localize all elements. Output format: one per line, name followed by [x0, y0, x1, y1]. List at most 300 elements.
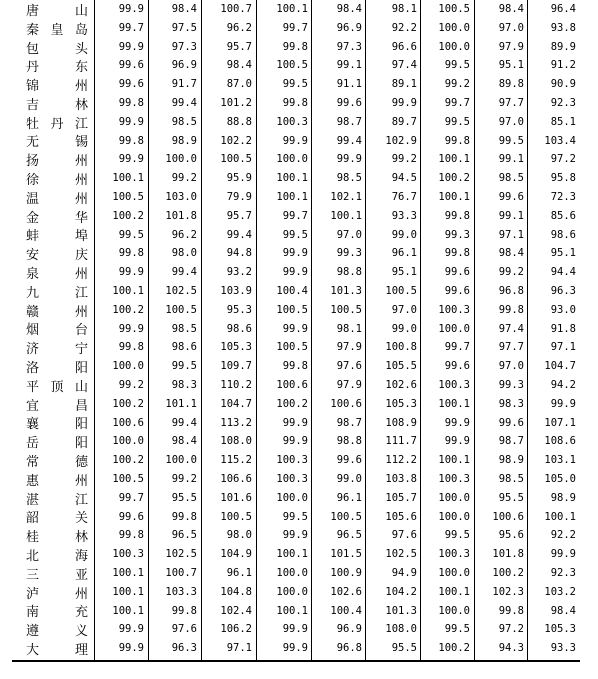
city-name: 襄 阳 [26, 417, 88, 433]
table-cell: 99.7 [282, 21, 308, 34]
table-row [12, 395, 580, 414]
table-cell: 101.3 [385, 604, 417, 617]
table-row [12, 338, 580, 357]
table-cell: 100.1 [438, 585, 470, 598]
table-cell: 100.3 [276, 472, 308, 485]
table-cell: 99.9 [118, 266, 144, 279]
table-cell: 99.8 [171, 510, 197, 523]
table-cell: 99.3 [336, 247, 362, 260]
table-cell: 99.6 [444, 266, 470, 279]
table-cell: 95.5 [171, 491, 197, 504]
table-row [12, 19, 580, 38]
table-cell: 96.9 [336, 623, 362, 636]
table-row [12, 414, 580, 433]
table-cell: 100.5 [220, 510, 252, 523]
table-row [12, 526, 580, 545]
city-name: 遵 义 [26, 624, 88, 640]
table-cell: 94.4 [550, 266, 576, 279]
table-cell: 85.1 [550, 115, 576, 128]
table-cell: 97.0 [498, 21, 524, 34]
table-cell: 99.6 [444, 284, 470, 297]
city-name: 宜 昌 [26, 398, 88, 414]
table-cell: 95.3 [226, 303, 252, 316]
table-cell: 96.9 [336, 21, 362, 34]
table-cell: 98.7 [336, 115, 362, 128]
city-name: 唐 山 [26, 3, 88, 19]
table-cell: 98.8 [336, 266, 362, 279]
column-divider [256, 0, 257, 660]
table-row [12, 451, 580, 470]
column-divider [420, 0, 421, 660]
table-cell: 98.1 [336, 322, 362, 335]
table-cell: 100.6 [276, 378, 308, 391]
table-cell: 100.0 [276, 585, 308, 598]
table-row [12, 320, 580, 339]
table-cell: 99.1 [498, 209, 524, 222]
table-cell: 91.2 [550, 59, 576, 72]
city-name: 韶 关 [26, 511, 88, 527]
column-divider [148, 0, 149, 660]
table-cell: 99.8 [118, 247, 144, 260]
table-row [12, 282, 580, 301]
table-row [12, 244, 580, 263]
table-cell: 105.3 [544, 623, 576, 636]
table-cell: 99.0 [391, 322, 417, 335]
table-cell: 96.5 [171, 529, 197, 542]
table-cell: 98.1 [391, 3, 417, 15]
table-cell: 99.8 [118, 134, 144, 147]
table-cell: 97.6 [336, 360, 362, 373]
table-cell: 96.3 [550, 284, 576, 297]
table-cell: 94.9 [391, 566, 417, 579]
table-cell: 94.8 [226, 247, 252, 260]
table-cell: 100.3 [276, 115, 308, 128]
table-cell: 93.8 [550, 21, 576, 34]
table-row [12, 56, 580, 75]
table-cell: 99.4 [171, 96, 197, 109]
table-cell: 100.2 [112, 454, 144, 467]
city-name: 南 充 [26, 605, 88, 621]
table-cell: 92.2 [550, 529, 576, 542]
table-cell: 96.4 [550, 3, 576, 15]
table-cell: 97.2 [550, 153, 576, 166]
table-cell: 98.9 [498, 454, 524, 467]
table-cell: 99.5 [444, 115, 470, 128]
table-cell: 100.1 [438, 190, 470, 203]
city-name: 徐 州 [26, 173, 88, 189]
table-cell: 102.5 [385, 548, 417, 561]
table-cell: 105.5 [385, 360, 417, 373]
table-cell: 103.8 [385, 472, 417, 485]
table-cell: 99.8 [444, 247, 470, 260]
table-row [12, 38, 580, 57]
table-cell: 100.1 [438, 454, 470, 467]
table-cell: 102.6 [385, 378, 417, 391]
table-row [12, 75, 580, 94]
table-cell: 101.5 [330, 548, 362, 561]
table-cell: 100.1 [112, 284, 144, 297]
table-cell: 99.4 [336, 134, 362, 147]
table-cell: 95.1 [550, 247, 576, 260]
table-cell: 99.9 [282, 642, 308, 655]
table-cell: 110.2 [220, 378, 252, 391]
table-cell: 99.8 [498, 604, 524, 617]
table-cell: 99.8 [282, 360, 308, 373]
table-cell: 99.4 [171, 416, 197, 429]
table-cell: 91.8 [550, 322, 576, 335]
table-cell: 96.1 [391, 247, 417, 260]
table-cell: 96.9 [171, 59, 197, 72]
city-name: 泸 州 [26, 586, 88, 602]
table-row [12, 169, 580, 188]
table-cell: 98.3 [171, 378, 197, 391]
city-name: 三 亚 [26, 567, 88, 583]
table-cell: 98.7 [498, 435, 524, 448]
table-cell: 100.5 [220, 153, 252, 166]
table-row [12, 94, 580, 113]
table-cell: 96.1 [226, 566, 252, 579]
city-name: 包 头 [26, 41, 88, 57]
table-cell: 104.7 [544, 360, 576, 373]
table-cell: 85.6 [550, 209, 576, 222]
table-cell: 103.1 [544, 454, 576, 467]
table-cell: 100.2 [276, 397, 308, 410]
table-cell: 94.5 [391, 172, 417, 185]
table-cell: 99.7 [282, 209, 308, 222]
table-cell: 99.6 [118, 59, 144, 72]
table-cell: 96.6 [391, 40, 417, 53]
table-cell: 99.9 [118, 153, 144, 166]
table-cell: 99.1 [498, 153, 524, 166]
table-cell: 100.0 [438, 21, 470, 34]
table-cell: 108.9 [385, 416, 417, 429]
table-cell: 103.2 [544, 585, 576, 598]
table-cell: 98.4 [171, 3, 197, 15]
table-cell: 99.8 [444, 209, 470, 222]
table-cell: 100.0 [438, 510, 470, 523]
table-cell: 99.7 [118, 491, 144, 504]
table-cell: 93.3 [391, 209, 417, 222]
table-cell: 99.9 [282, 529, 308, 542]
table-cell: 100.6 [330, 397, 362, 410]
table-cell: 100.5 [276, 59, 308, 72]
table-cell: 97.1 [498, 228, 524, 241]
table-cell: 113.2 [220, 416, 252, 429]
table-cell: 95.7 [226, 40, 252, 53]
table-cell: 102.5 [165, 548, 197, 561]
table-cell: 99.1 [336, 59, 362, 72]
table-cell: 98.4 [171, 435, 197, 448]
table-cell: 99.5 [444, 623, 470, 636]
table-cell: 97.1 [550, 341, 576, 354]
table-row [12, 432, 580, 451]
table-row [12, 357, 580, 376]
column-divider [94, 0, 95, 660]
table-cell: 103.4 [544, 134, 576, 147]
table-cell: 102.6 [330, 585, 362, 598]
table-cell: 99.3 [444, 228, 470, 241]
city-name: 金 华 [26, 210, 88, 226]
table-cell: 100.0 [165, 454, 197, 467]
table-cell: 99.5 [171, 360, 197, 373]
city-name: 无 锡 [26, 135, 88, 151]
table-cell: 100.3 [438, 303, 470, 316]
table-cell: 105.0 [544, 472, 576, 485]
table-cell: 99.6 [336, 96, 362, 109]
table-row [12, 0, 580, 19]
table-cell: 101.3 [330, 284, 362, 297]
table-cell: 94.2 [550, 378, 576, 391]
table-cell: 99.6 [498, 190, 524, 203]
city-name: 秦 皇 岛 [26, 22, 88, 38]
table-cell: 89.1 [391, 78, 417, 91]
table-cell: 97.9 [336, 378, 362, 391]
table-cell: 101.8 [492, 548, 524, 561]
table-cell: 99.2 [444, 78, 470, 91]
column-divider [201, 0, 202, 660]
table-cell: 96.8 [336, 642, 362, 655]
table-cell: 100.1 [112, 172, 144, 185]
table-cell: 100.1 [276, 604, 308, 617]
table-cell: 100.5 [165, 303, 197, 316]
table-cell: 99.9 [391, 96, 417, 109]
table-cell: 98.4 [498, 247, 524, 260]
table-cell: 105.6 [385, 510, 417, 523]
table-cell: 99.8 [282, 40, 308, 53]
table-cell: 100.5 [438, 3, 470, 15]
table-cell: 99.4 [171, 266, 197, 279]
table-cell: 102.9 [385, 134, 417, 147]
table-cell: 108.0 [220, 435, 252, 448]
table-row [12, 263, 580, 282]
table-cell: 101.2 [220, 96, 252, 109]
table-cell: 99.5 [498, 134, 524, 147]
table-cell: 95.1 [498, 59, 524, 72]
price-index-table [12, 0, 580, 658]
table-cell: 97.3 [171, 40, 197, 53]
table-cell: 100.5 [385, 284, 417, 297]
table-cell: 92.2 [391, 21, 417, 34]
table-cell: 98.0 [226, 529, 252, 542]
table-cell: 99.9 [444, 416, 470, 429]
table-cell: 91.1 [336, 78, 362, 91]
table-cell: 99.2 [171, 472, 197, 485]
table-cell: 100.2 [112, 209, 144, 222]
table-cell: 100.3 [438, 548, 470, 561]
table-row [12, 639, 580, 658]
table-cell: 100.9 [330, 566, 362, 579]
table-cell: 99.9 [118, 115, 144, 128]
table-cell: 99.8 [282, 96, 308, 109]
table-cell: 104.7 [220, 397, 252, 410]
table-cell: 100.5 [330, 303, 362, 316]
table-cell: 105.3 [385, 397, 417, 410]
city-name: 常 德 [26, 455, 88, 471]
city-name: 蚌 埠 [26, 229, 88, 245]
table-cell: 100.6 [112, 416, 144, 429]
table-cell: 99.7 [444, 96, 470, 109]
table-cell: 100.1 [276, 3, 308, 15]
table-cell: 100.0 [438, 40, 470, 53]
table-cell: 100.5 [276, 341, 308, 354]
table-cell: 97.0 [498, 115, 524, 128]
table-cell: 99.8 [118, 341, 144, 354]
table-cell: 100.2 [438, 172, 470, 185]
table-cell: 100.1 [276, 548, 308, 561]
table-cell: 103.0 [165, 190, 197, 203]
table-cell: 108.6 [544, 435, 576, 448]
table-cell: 100.3 [438, 378, 470, 391]
table-row [12, 376, 580, 395]
table-cell: 101.8 [165, 209, 197, 222]
city-name: 济 宁 [26, 342, 88, 358]
table-row [12, 489, 580, 508]
table-cell: 99.9 [336, 153, 362, 166]
city-name: 烟 台 [26, 323, 88, 339]
table-cell: 98.5 [171, 115, 197, 128]
table-cell: 103.3 [165, 585, 197, 598]
table-cell: 98.4 [550, 604, 576, 617]
table-row [12, 113, 580, 132]
table-row [12, 602, 580, 621]
table-cell: 100.0 [276, 153, 308, 166]
table-cell: 98.7 [336, 416, 362, 429]
table-cell: 99.9 [118, 3, 144, 15]
table-cell: 99.5 [444, 59, 470, 72]
table-row [12, 583, 580, 602]
table-cell: 111.7 [385, 435, 417, 448]
table-cell: 96.2 [226, 21, 252, 34]
table-cell: 100.1 [276, 172, 308, 185]
table-cell: 100.1 [438, 397, 470, 410]
table-cell: 97.9 [336, 341, 362, 354]
table-cell: 99.5 [118, 228, 144, 241]
city-name: 惠 州 [26, 473, 88, 489]
table-row [12, 188, 580, 207]
table-cell: 98.8 [336, 435, 362, 448]
table-cell: 100.5 [276, 303, 308, 316]
table-cell: 100.5 [112, 190, 144, 203]
table-cell: 100.0 [165, 153, 197, 166]
table-cell: 99.9 [282, 435, 308, 448]
table-cell: 98.4 [336, 3, 362, 15]
table-cell: 97.0 [336, 228, 362, 241]
table-cell: 102.4 [220, 604, 252, 617]
table-cell: 97.7 [498, 96, 524, 109]
table-cell: 107.1 [544, 416, 576, 429]
city-name: 赣 州 [26, 304, 88, 320]
table-cell: 100.0 [112, 360, 144, 373]
table-cell: 92.3 [550, 566, 576, 579]
table-cell: 98.5 [498, 472, 524, 485]
table-cell: 100.1 [276, 190, 308, 203]
table-row [12, 620, 580, 639]
table-cell: 98.6 [171, 341, 197, 354]
table-cell: 100.7 [165, 566, 197, 579]
table-cell: 100.1 [112, 604, 144, 617]
table-cell: 98.6 [226, 322, 252, 335]
table-cell: 100.3 [438, 472, 470, 485]
table-cell: 97.6 [391, 529, 417, 542]
table-cell: 102.1 [330, 190, 362, 203]
city-name: 吉 林 [26, 97, 88, 113]
table-cell: 99.2 [498, 266, 524, 279]
table-cell: 100.1 [112, 566, 144, 579]
table-row [12, 545, 580, 564]
table-cell: 98.0 [171, 247, 197, 260]
table-cell: 98.4 [226, 59, 252, 72]
table-row [12, 301, 580, 320]
table-row [12, 150, 580, 169]
table-cell: 99.9 [444, 435, 470, 448]
table-cell: 79.9 [226, 190, 252, 203]
table-cell: 98.4 [498, 3, 524, 15]
table-cell: 97.2 [498, 623, 524, 636]
table-cell: 97.4 [391, 59, 417, 72]
table-cell: 90.9 [550, 78, 576, 91]
table-cell: 99.9 [118, 623, 144, 636]
table-cell: 99.7 [118, 21, 144, 34]
table-cell: 108.0 [385, 623, 417, 636]
table-cell: 89.9 [550, 40, 576, 53]
table-cell: 104.9 [220, 548, 252, 561]
table-cell: 99.2 [118, 378, 144, 391]
table-cell: 99.9 [118, 40, 144, 53]
table-cell: 115.2 [220, 454, 252, 467]
table-cell: 101.6 [220, 491, 252, 504]
table-cell: 98.5 [498, 172, 524, 185]
table-cell: 99.7 [444, 341, 470, 354]
table-cell: 98.5 [336, 172, 362, 185]
table-cell: 104.2 [385, 585, 417, 598]
table-cell: 88.8 [226, 115, 252, 128]
city-name: 扬 州 [26, 154, 88, 170]
table-cell: 99.0 [336, 472, 362, 485]
table-cell: 100.3 [112, 548, 144, 561]
table-cell: 99.8 [171, 604, 197, 617]
table-cell: 99.5 [444, 529, 470, 542]
table-cell: 99.6 [118, 78, 144, 91]
table-cell: 100.4 [276, 284, 308, 297]
city-name: 湛 江 [26, 492, 88, 508]
city-name: 桂 林 [26, 530, 88, 546]
table-cell: 87.0 [226, 78, 252, 91]
table-cell: 103.9 [220, 284, 252, 297]
table-cell: 99.6 [498, 416, 524, 429]
table-cell: 97.7 [498, 341, 524, 354]
table-cell: 99.6 [444, 360, 470, 373]
table-cell: 104.8 [220, 585, 252, 598]
table-cell: 100.0 [438, 322, 470, 335]
table-cell: 100.3 [276, 454, 308, 467]
table-row [12, 564, 580, 583]
table-cell: 89.8 [498, 78, 524, 91]
table-cell: 98.9 [171, 134, 197, 147]
table-cell: 97.0 [391, 303, 417, 316]
table-cell: 100.0 [276, 566, 308, 579]
table-cell: 99.9 [282, 247, 308, 260]
table-cell: 100.1 [544, 510, 576, 523]
table-cell: 100.7 [220, 3, 252, 15]
table-cell: 96.8 [498, 284, 524, 297]
city-name: 九 江 [26, 285, 88, 301]
table-cell: 97.5 [171, 21, 197, 34]
table-cell: 95.6 [498, 529, 524, 542]
table-cell: 100.0 [276, 491, 308, 504]
table-cell: 100.0 [438, 604, 470, 617]
table-cell: 91.7 [171, 78, 197, 91]
table-cell: 99.5 [282, 510, 308, 523]
